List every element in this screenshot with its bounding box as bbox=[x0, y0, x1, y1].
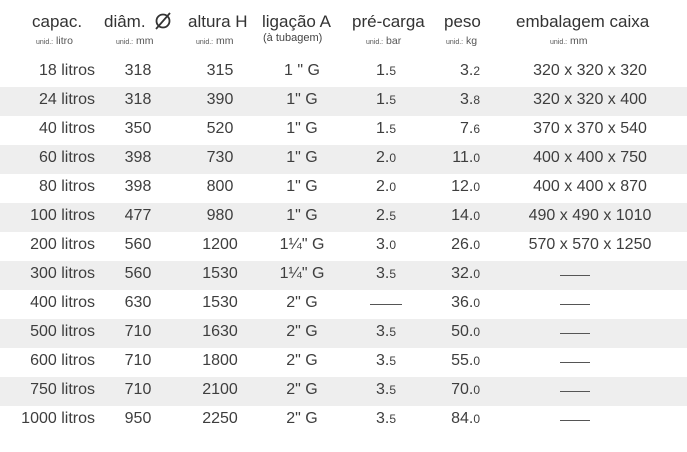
precharge-cell: 3.5 bbox=[376, 381, 397, 398]
header-diameter-label: diâm. bbox=[104, 12, 146, 31]
precharge-cell: 3.5 bbox=[376, 265, 397, 282]
diameter-symbol-icon bbox=[154, 12, 172, 30]
capacity-cell: 400 litros bbox=[30, 294, 95, 311]
diameter-cell: 710 bbox=[124, 352, 152, 369]
packaging-cell: 490 x 490 x 1010 bbox=[528, 207, 652, 224]
precharge-cell: 3.5 bbox=[376, 352, 397, 369]
unit-diameter: unid.: mm bbox=[116, 35, 154, 47]
connection-cell: 2" G bbox=[286, 323, 318, 340]
packaging-cell: 320 x 320 x 320 bbox=[533, 62, 647, 79]
connection-cell: 1" G bbox=[286, 178, 318, 195]
connection-cell: 1 " G bbox=[284, 62, 320, 79]
height-cell: 2100 bbox=[202, 381, 238, 398]
precharge-cell: 2.0 bbox=[376, 178, 397, 195]
height-cell: 1200 bbox=[202, 236, 238, 253]
weight-cell: 14.0 bbox=[451, 207, 480, 224]
height-cell: 520 bbox=[206, 120, 234, 137]
connection-cell: 1" G bbox=[286, 207, 318, 224]
diameter-cell: 318 bbox=[124, 91, 152, 108]
packaging-cell: 400 x 400 x 750 bbox=[533, 149, 647, 166]
height-cell: 1630 bbox=[202, 323, 238, 340]
height-cell: 800 bbox=[206, 178, 234, 195]
capacity-cell: 500 litros bbox=[30, 323, 95, 340]
height-cell: 730 bbox=[206, 149, 234, 166]
unit-packaging: unid.: mm bbox=[550, 35, 588, 47]
precharge-cell: 2.5 bbox=[376, 207, 397, 224]
height-cell: 980 bbox=[206, 207, 234, 224]
capacity-cell: 300 litros bbox=[30, 265, 95, 282]
capacity-cell: 1000 litros bbox=[21, 410, 95, 427]
packaging-cell: 570 x 570 x 1250 bbox=[528, 236, 652, 253]
height-cell: 390 bbox=[206, 91, 234, 108]
header-weight: peso bbox=[444, 12, 481, 31]
connection-cell: 1" G bbox=[286, 149, 318, 166]
packaging-dash bbox=[560, 275, 590, 276]
diameter-cell: 398 bbox=[124, 178, 152, 195]
table-row bbox=[0, 203, 687, 232]
unit-precharge: unid.: bar bbox=[366, 35, 402, 47]
height-cell: 2250 bbox=[202, 410, 238, 427]
diameter-cell: 710 bbox=[124, 323, 152, 340]
weight-cell: 32.0 bbox=[451, 265, 480, 282]
diameter-cell: 398 bbox=[124, 149, 152, 166]
table-row bbox=[0, 319, 687, 348]
packaging-dash bbox=[560, 420, 590, 421]
unit-capacity: unid.: litro bbox=[36, 35, 73, 47]
weight-cell: 12.0 bbox=[451, 178, 480, 195]
capacity-cell: 60 litros bbox=[38, 149, 95, 166]
precharge-dash bbox=[370, 304, 402, 305]
weight-cell: 50.0 bbox=[451, 323, 480, 340]
table-row bbox=[0, 377, 687, 406]
precharge-cell: 3.5 bbox=[376, 323, 397, 340]
height-cell: 1530 bbox=[202, 294, 238, 311]
table-row bbox=[0, 261, 687, 290]
diameter-cell: 630 bbox=[124, 294, 152, 311]
table-row bbox=[0, 290, 687, 319]
packaging-dash bbox=[560, 362, 590, 363]
diameter-cell: 560 bbox=[124, 265, 152, 282]
weight-cell: 3.2 bbox=[459, 62, 480, 79]
unit-weight: unid.: kg bbox=[446, 35, 478, 47]
height-cell: 315 bbox=[206, 62, 234, 79]
height-cell: 1800 bbox=[202, 352, 238, 369]
packaging-cell: 320 x 320 x 400 bbox=[533, 91, 647, 108]
height-cell: 1530 bbox=[202, 265, 238, 282]
connection-cell: 1¼" G bbox=[279, 265, 325, 282]
connection-cell: 2" G bbox=[286, 381, 318, 398]
packaging-dash bbox=[560, 304, 590, 305]
header-height: altura H bbox=[188, 12, 248, 31]
packaging-dash bbox=[560, 391, 590, 392]
header-connection-note: (à tubagem) bbox=[263, 32, 323, 44]
table-row bbox=[0, 58, 687, 87]
weight-cell: 55.0 bbox=[451, 352, 480, 369]
connection-cell: 2" G bbox=[286, 410, 318, 427]
precharge-cell: 2.0 bbox=[376, 149, 397, 166]
table-row bbox=[0, 348, 687, 377]
capacity-cell: 100 litros bbox=[30, 207, 95, 224]
capacity-cell: 24 litros bbox=[38, 91, 95, 108]
diameter-cell: 710 bbox=[124, 381, 152, 398]
weight-cell: 11.0 bbox=[452, 149, 480, 166]
packaging-dash bbox=[560, 333, 590, 334]
connection-cell: 2" G bbox=[286, 352, 318, 369]
diameter-cell: 560 bbox=[124, 236, 152, 253]
diameter-cell: 350 bbox=[124, 120, 152, 137]
precharge-cell: 1.5 bbox=[376, 91, 397, 108]
header-diameter bbox=[104, 12, 172, 32]
connection-cell: 1" G bbox=[286, 91, 318, 108]
diameter-cell: 477 bbox=[124, 207, 152, 224]
connection-cell: 1¼" G bbox=[279, 236, 325, 253]
connection-cell: 2" G bbox=[286, 294, 318, 311]
header-capacity: capac. bbox=[32, 12, 83, 31]
header-connection: ligação A bbox=[262, 12, 331, 31]
capacity-cell: 750 litros bbox=[30, 381, 95, 398]
table-row bbox=[0, 87, 687, 116]
capacity-cell: 200 litros bbox=[30, 236, 95, 253]
precharge-cell: 1.5 bbox=[376, 62, 397, 79]
diameter-cell: 950 bbox=[124, 410, 152, 427]
weight-cell: 70.0 bbox=[451, 381, 480, 398]
connection-cell: 1" G bbox=[286, 120, 318, 137]
table-row bbox=[0, 116, 687, 145]
weight-cell: 36.0 bbox=[451, 294, 480, 311]
precharge-cell: 1.5 bbox=[376, 120, 397, 137]
packaging-cell: 400 x 400 x 870 bbox=[533, 178, 647, 195]
weight-cell: 84.0 bbox=[451, 410, 480, 427]
capacity-cell: 80 litros bbox=[38, 178, 95, 195]
packaging-cell: 370 x 370 x 540 bbox=[533, 120, 647, 137]
capacity-cell: 600 litros bbox=[30, 352, 95, 369]
table-row bbox=[0, 406, 687, 435]
weight-cell: 26.0 bbox=[451, 236, 480, 253]
table-row bbox=[0, 232, 687, 261]
capacity-cell: 40 litros bbox=[38, 120, 95, 137]
header-packaging: embalagem caixa bbox=[516, 12, 650, 31]
unit-height: unid.: mm bbox=[196, 35, 234, 47]
precharge-cell: 3.0 bbox=[376, 236, 397, 253]
table-row bbox=[0, 174, 687, 203]
weight-cell: 3.8 bbox=[459, 91, 480, 108]
diameter-cell: 318 bbox=[124, 62, 152, 79]
weight-cell: 7.6 bbox=[459, 120, 480, 137]
table-row bbox=[0, 145, 687, 174]
capacity-cell: 18 litros bbox=[38, 62, 95, 79]
header-precharge: pré-carga bbox=[352, 12, 425, 31]
precharge-cell: 3.5 bbox=[376, 410, 397, 427]
